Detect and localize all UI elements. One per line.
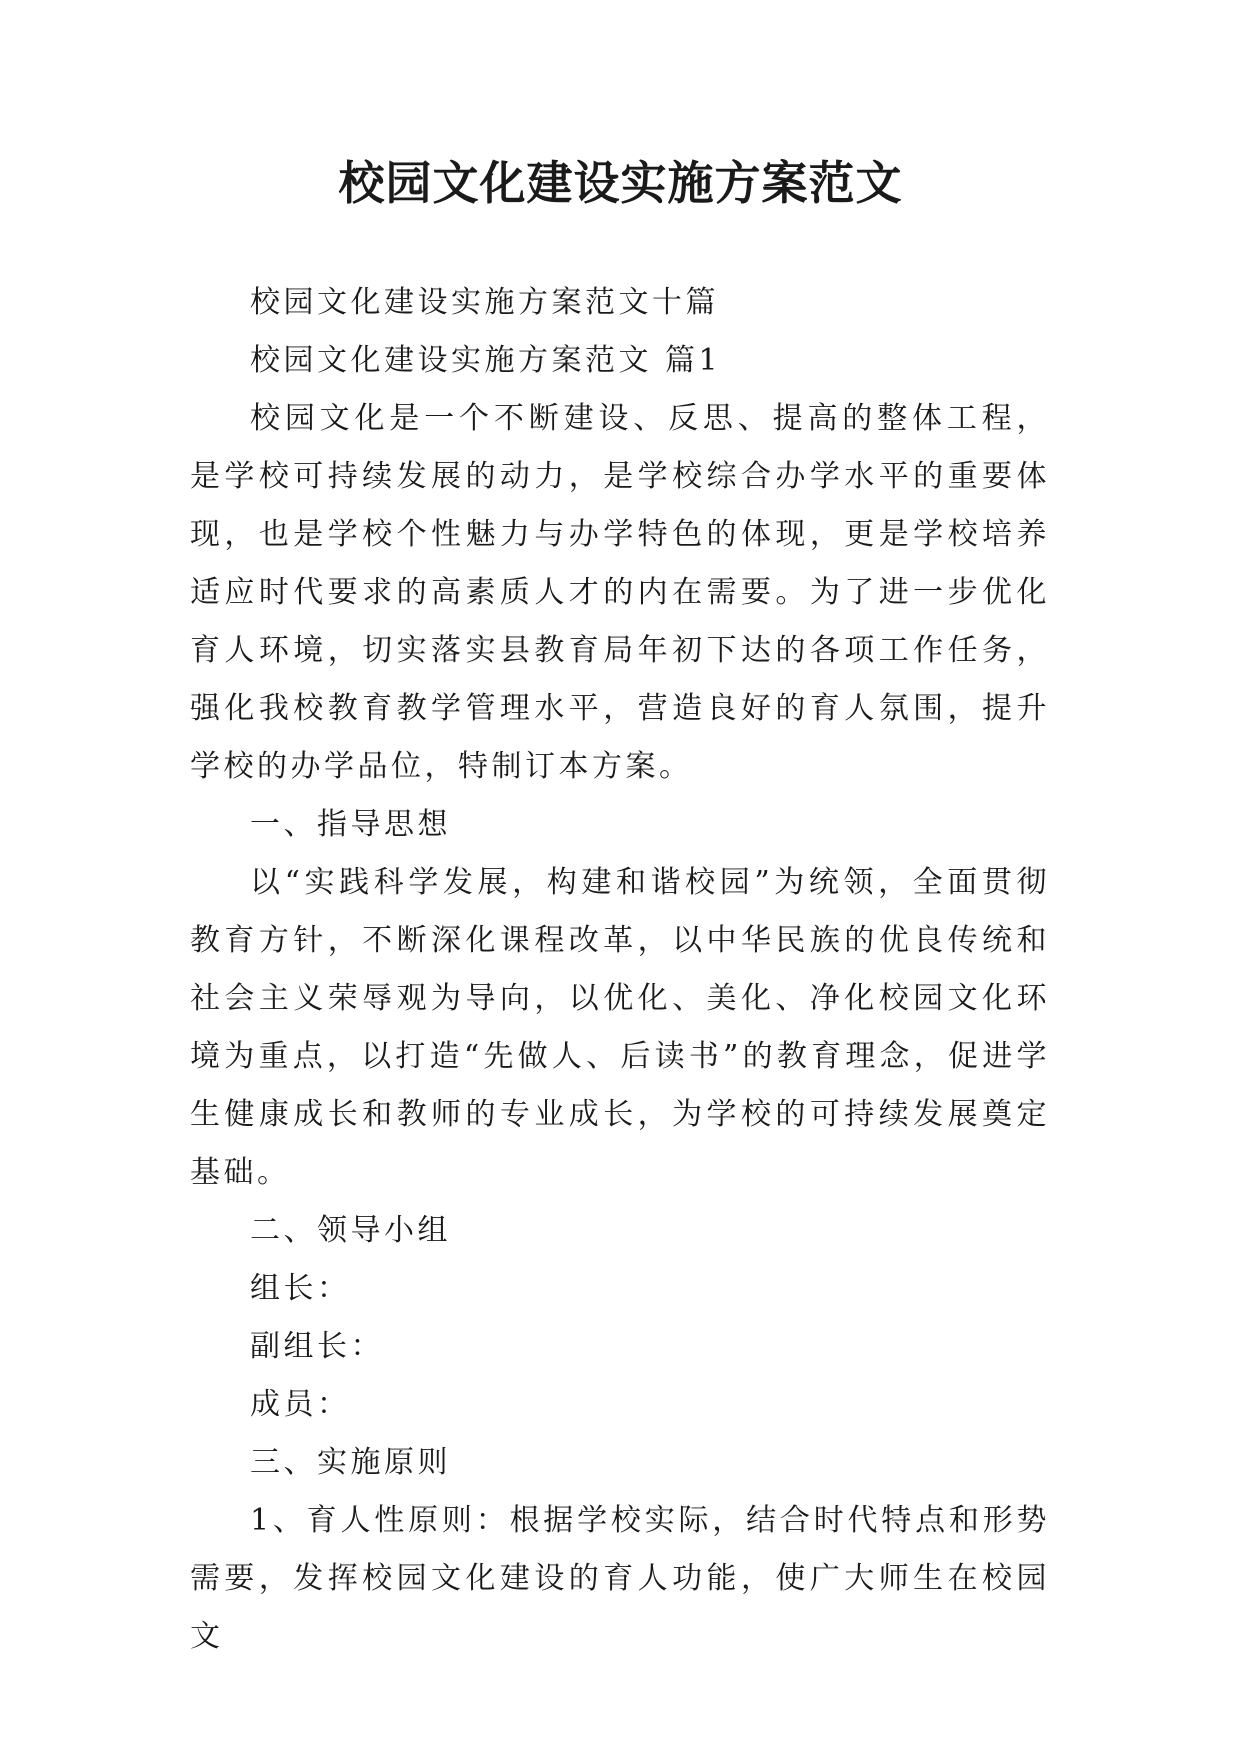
- guiding-thought-paragraph: 以“实践科学发展，构建和谐校园”为统领，全面贯彻教育方针，不断深化课程改革，以中华民族的优良传统和社会主义荣辱观为导向，以优化、美化、净化校园文化环境为重点，以打造“先做人、后读书”的教育理念，促进学生健康成长和教师的专业成长，为学校的可持续发展奠定基础。: [190, 865, 1050, 1190]
- subtitle-paragraph: 校园文化建设实施方案范文十篇: [250, 285, 719, 320]
- document-title: 校园文化建设实施方案范文: [338, 156, 903, 210]
- section-heading-paragraph: 校园文化建设实施方案范文 篇1: [250, 343, 722, 378]
- document-body: [190, 274, 1050, 1666]
- members-line: 成员：: [250, 1387, 351, 1422]
- leader-line: 组长：: [250, 1271, 351, 1306]
- principle-paragraph: 1、育人性原则：根据学校实际，结合时代特点和形势需要，发挥校园文化建设的育人功能，使广大师生在校园文: [190, 1503, 1050, 1654]
- heading-leadership-group: 二、领导小组: [250, 1213, 451, 1248]
- intro-paragraph: 校园文化是一个不断建设、反思、提高的整体工程，是学校可持续发展的动力，是学校综合办学水平的重要体现，也是学校个性魅力与办学特色的体现，更是学校培养适应时代要求的高素质人才的内在需要。为了进一步优化育人环境，切实落实县教育局年初下达的各项工作任务，强化我校教育教学管理水平，营造良好的育人氛围，提升学校的办学品位，特制订本方案。: [190, 401, 1050, 784]
- heading-principles: 三、实施原则: [250, 1445, 451, 1480]
- deputy-leader-line: 副组长：: [250, 1329, 384, 1364]
- heading-guiding-thought: 一、指导思想: [250, 807, 451, 842]
